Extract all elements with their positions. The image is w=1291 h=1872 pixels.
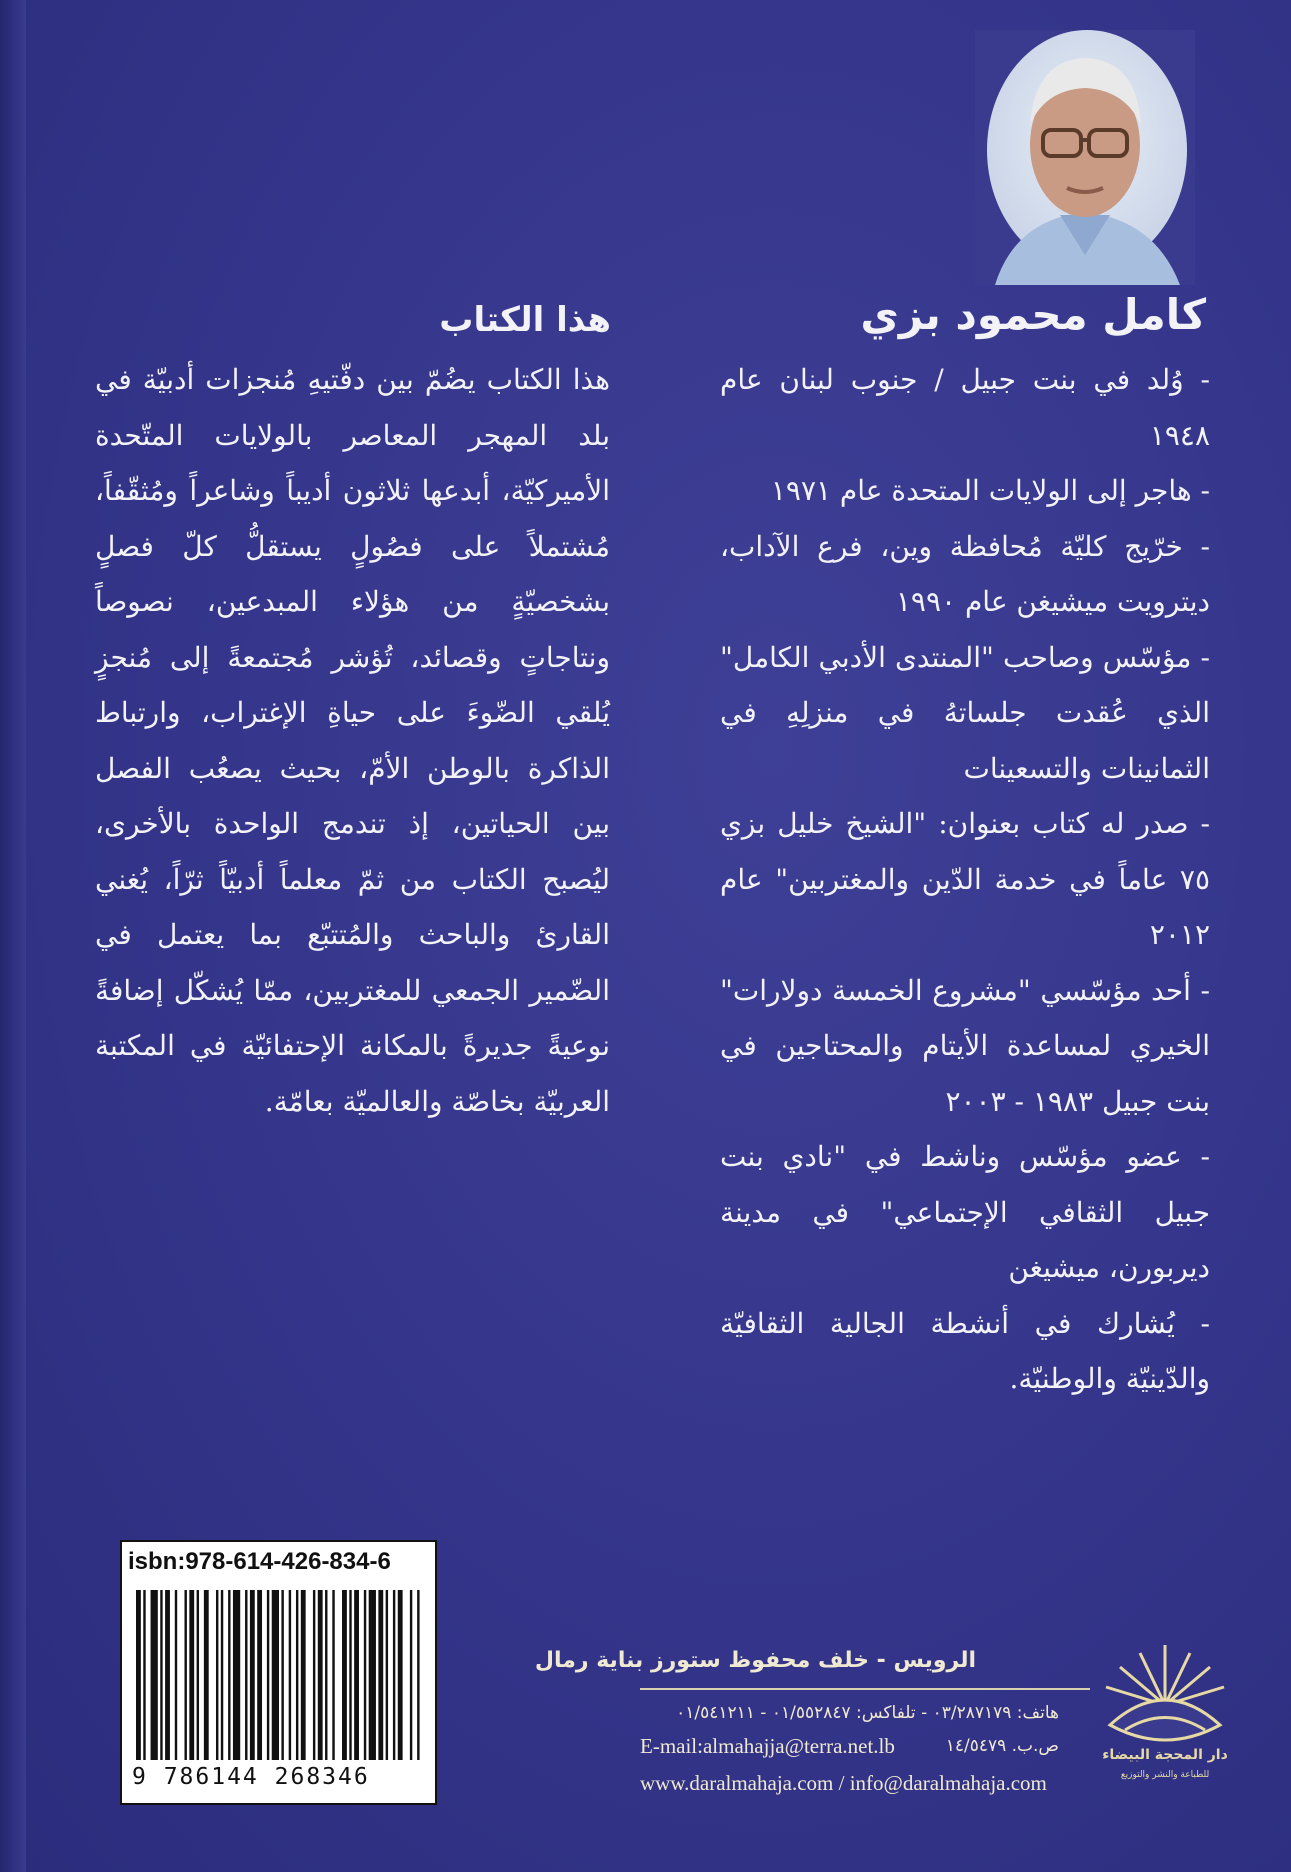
publisher-logo-subtitle: للطباعة والنشر والتوزيع bbox=[1120, 1770, 1210, 1780]
barcode-bar bbox=[189, 1590, 194, 1760]
author-name: كامل محمود بزي bbox=[860, 290, 1206, 339]
publisher-address: الرويس - خلف محفوظ ستورز بناية رمال bbox=[534, 1648, 976, 1673]
barcode-bar bbox=[204, 1590, 209, 1760]
bio-item: - صدر له كتاب بعنوان: "الشيخ خليل بزي ٧٥ عاماً في خدمة الدّين والمغتربين" عام ٢٠١٢ bbox=[720, 807, 1210, 951]
publisher-phones: هاتف: ٠٣/٢٨٧١٧٩ - تلفاكس: ٠١/٥٥٢٨٤٧ - ٠١/٥٤١٢١١ bbox=[676, 1703, 1059, 1723]
bio-item: - وُلد في بنت جبيل / جنوب لبنان عام ١٩٤٨ bbox=[720, 363, 1210, 452]
bio-item: - مؤسّس وصاحب "المنتدى الأدبي الكامل" الذي عُقدت جلساتهُ في منزلِهِ في الثمانينات والتسعينات bbox=[720, 640, 1210, 785]
publisher-pobox: ص.ب. ١٤/٥٤٧٩ bbox=[945, 1736, 1059, 1756]
barcode-bar bbox=[369, 1590, 376, 1760]
barcode-bar bbox=[221, 1590, 223, 1760]
barcode-bar bbox=[257, 1590, 262, 1760]
barcode-bar bbox=[296, 1590, 298, 1760]
barcode-bar bbox=[160, 1590, 162, 1760]
barcode-bar bbox=[342, 1590, 347, 1760]
book-heading: هذا الكتاب bbox=[439, 300, 611, 340]
publisher-email: E-mail:almahajja@terra.net.lb bbox=[640, 1734, 895, 1758]
publisher-logo-icon bbox=[1080, 1635, 1250, 1785]
barcode-bar bbox=[281, 1590, 283, 1760]
barcode-bar bbox=[289, 1590, 291, 1760]
barcode-bar bbox=[386, 1590, 388, 1760]
bio-item: - أحد مؤسّسي "مشروع الخمسة دولارات" الخيري لمساعدة الأيتام والمحتاجين في بنت جبيل ١٩٨٣ - ٢٠٠٣ bbox=[720, 973, 1210, 1118]
description-text: هذا الكتاب يضُمّ بين دفّتيهِ مُنجزات أدبيّة في بلد المهجر المعاصر بالولايات المتّحدة الأميركيّة، أبدعها ثلاثون أديباً وشاعراً ومُثقّفاً، مُشتملاً على فصُولٍ يستقلُّ كلّ فصلٍ بشخصيّةٍ من هؤلاء المبدعين، نصوصاً ونتاجاتٍ وقصائد، تُؤشر مُجتمعةً إلى مُنجزٍ يُلقي الضّوءَ على حياةِ الإغتراب، وارتباط الذاكرة بالوطن الأمّ، بحيث يصعُب الفصل بين الحياتين، إذ تندمج الواحدة بالأخرى، ليُصبح الكتاب من ثمّ معلماً أدبيّاً ثرّاً، يُغني القارئ والباحث والمُتتبّع بما يعتمل في الضّمير الجمعي للمغتربين، ممّا يُشكّل إضافةً نوعيةً جديرةً بالمكانة الإحتفائيّة في المكتبة العربيّة بخاصّة والعالميّة بعامّة. bbox=[95, 363, 610, 1118]
barcode-bar bbox=[272, 1590, 279, 1760]
publisher-divider bbox=[640, 1688, 1090, 1690]
barcode-bar bbox=[364, 1590, 366, 1760]
barcode-bar bbox=[349, 1590, 351, 1760]
barcode-bar bbox=[228, 1590, 230, 1760]
barcode-bar bbox=[398, 1590, 403, 1760]
bio-item: - هاجر إلى الولايات المتحدة عام ١٩٧١ bbox=[770, 474, 1210, 507]
barcode-bar bbox=[301, 1590, 306, 1760]
publisher-website: www.daralmahaja.com / info@daralmahaja.com bbox=[640, 1771, 1047, 1795]
barcode-bar bbox=[250, 1590, 255, 1760]
publisher-logo-text: دار المحجة البيضاء bbox=[1102, 1747, 1228, 1763]
barcode-bar bbox=[245, 1590, 247, 1760]
barcode-bar bbox=[325, 1590, 327, 1760]
barcode-bar bbox=[313, 1590, 315, 1760]
bio-item: - خرّيج كليّة مُحافظة وين، فرع الآداب، ديترويت ميشيغن عام ١٩٩٠ bbox=[720, 529, 1210, 618]
barcode-bar bbox=[175, 1590, 177, 1760]
bio-item: - عضو مؤسّس وناشط في "نادي بنت جبيل الثقافي الإجتماعي" في مدينة ديربورن، ميشيغن bbox=[720, 1140, 1210, 1284]
author-photo bbox=[975, 30, 1195, 285]
isbn-label: isbn:978-614-426-834-6 bbox=[128, 1548, 391, 1575]
bio-item: - يُشارك في أنشطة الجالية الثقافيّة والدّينيّة والوطنيّة. bbox=[720, 1306, 1210, 1395]
barcode-bar bbox=[216, 1590, 218, 1760]
barcode-bar bbox=[318, 1590, 323, 1760]
barcode-bar bbox=[197, 1590, 199, 1760]
barcode-bar bbox=[410, 1590, 412, 1760]
barcode-bar bbox=[136, 1590, 141, 1760]
barcode-panel bbox=[120, 1540, 437, 1805]
barcode-bar bbox=[151, 1590, 158, 1760]
book-description bbox=[95, 352, 610, 1129]
barcode-bar bbox=[143, 1590, 145, 1760]
barcode-digits: 9 786144 268346 bbox=[132, 1764, 370, 1790]
barcode-bar bbox=[184, 1590, 186, 1760]
barcode-bar bbox=[393, 1590, 395, 1760]
barcode-bar bbox=[378, 1590, 383, 1760]
barcode-bar bbox=[354, 1590, 359, 1760]
author-bio bbox=[720, 352, 1210, 1407]
barcode-bar bbox=[165, 1590, 170, 1760]
barcode-icon bbox=[136, 1590, 422, 1760]
book-spine bbox=[0, 0, 26, 1872]
barcode-bar bbox=[332, 1590, 334, 1760]
barcode-bar bbox=[233, 1590, 240, 1760]
barcode-bar bbox=[417, 1590, 419, 1760]
barcode-bar bbox=[267, 1590, 269, 1760]
